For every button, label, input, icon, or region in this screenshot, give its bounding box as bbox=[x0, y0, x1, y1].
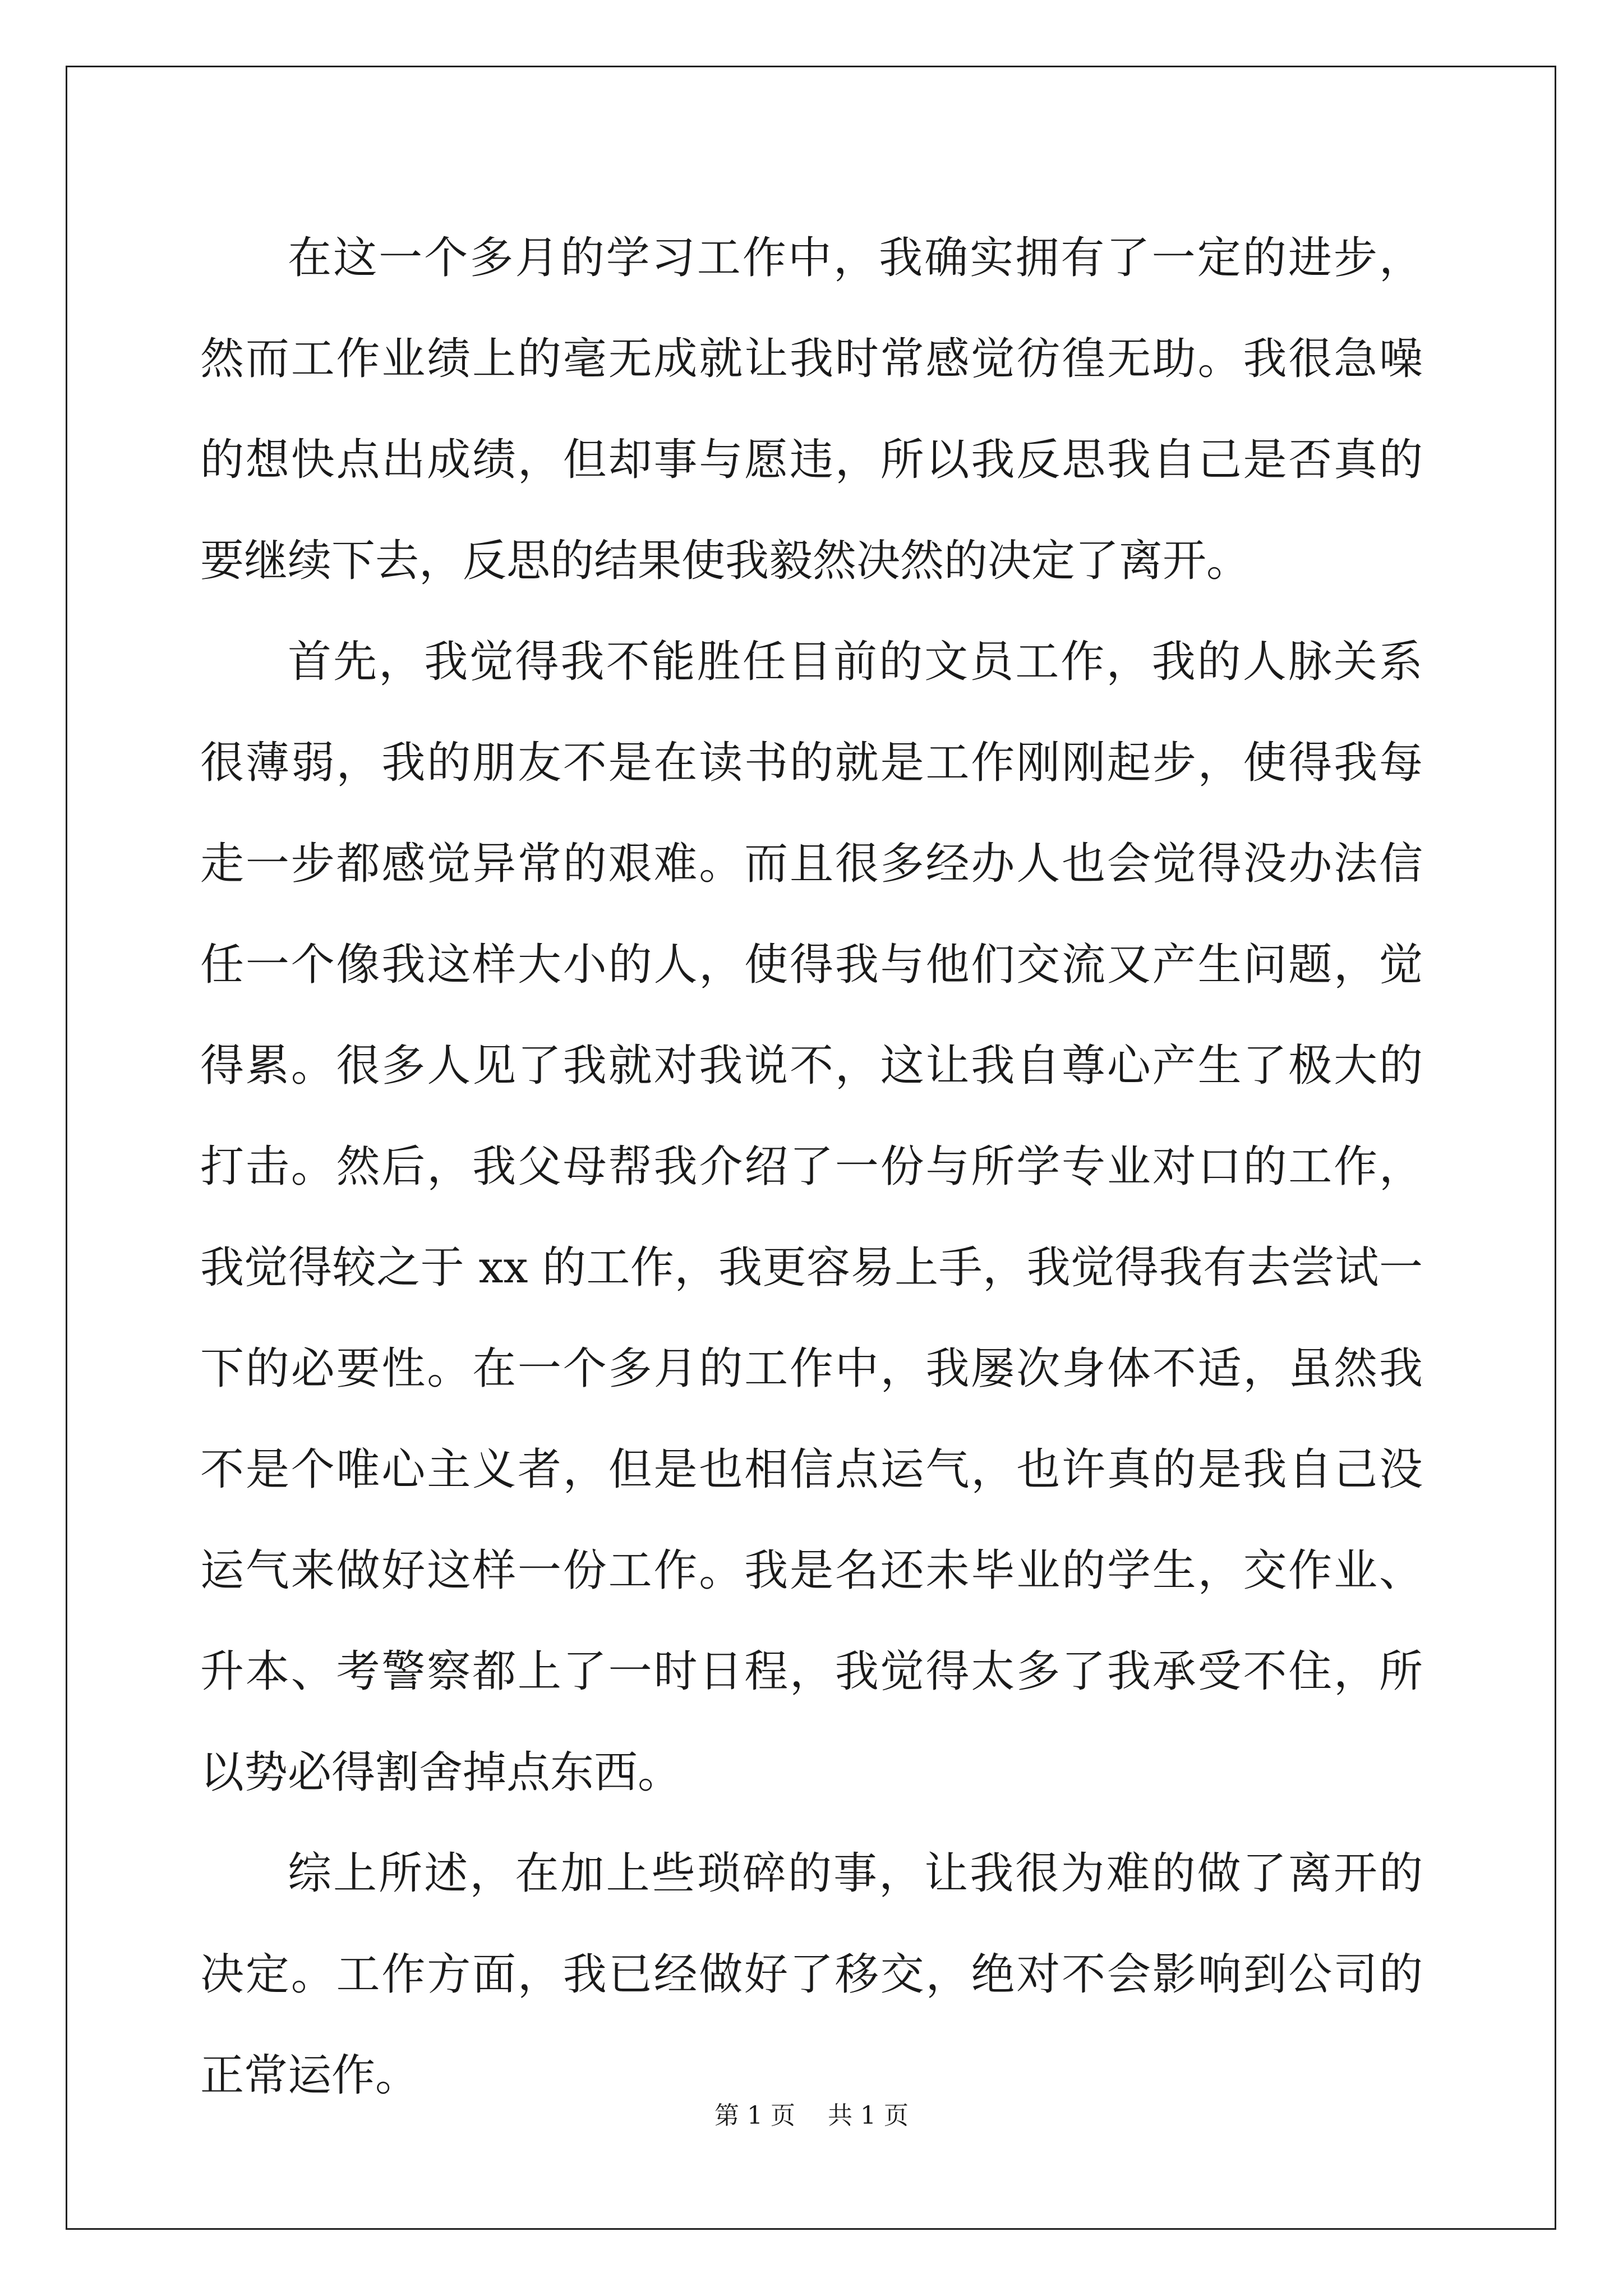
paragraph-1: 在这一个多月的学习工作中，我确实拥有了一定的进步，然而工作业绩上的毫无成就让我时常感觉彷徨无助。我很急噪的想快点出成绩，但却事与愿违，所以我反思我自己是否真的要继续下去，反思的结果使我毅然决然的决定了离开。 bbox=[200, 233, 1423, 586]
document-body bbox=[200, 208, 1423, 2126]
paragraph-2: 首先，我觉得我不能胜任目前的文员工作，我的人脉关系很薄弱，我的朋友不是在读书的就是工作刚刚起步，使得我每走一步都感觉异常的艰难。而且很多经办人也会觉得没办法信任一个像我这样大小的人，使得我与他们交流又产生问题，觉得累。很多人见了我就对我说不，这让我自尊心产生了极大的打击。然后，我父母帮我介绍了一份与所学专业对口的工作，我觉得较之于 xx 的工作，我更容易上手，我觉得我有去尝试一下的必要性。在一个多月的工作中，我屡次身体不适，虽然我不是个唯心主义者，但是也相信点运气，也许真的是我自己没运气来做好这样一份工作。我是名还未毕业的学生，交作业、升本、考警察都上了一时日程，我觉得太多了我承受不住，所以势必得割舍掉点东西。 bbox=[200, 637, 1423, 1798]
paragraph-3: 综上所述，在加上些琐碎的事，让我很为难的做了离开的决定。工作方面，我已经做好了移交，绝对不会影响到公司的正常运作。 bbox=[200, 1848, 1423, 2101]
page-total: 共 1 页 bbox=[828, 2101, 909, 2130]
page-footer bbox=[0, 2095, 1623, 2131]
page-number: 第 1 页 bbox=[714, 2101, 795, 2130]
